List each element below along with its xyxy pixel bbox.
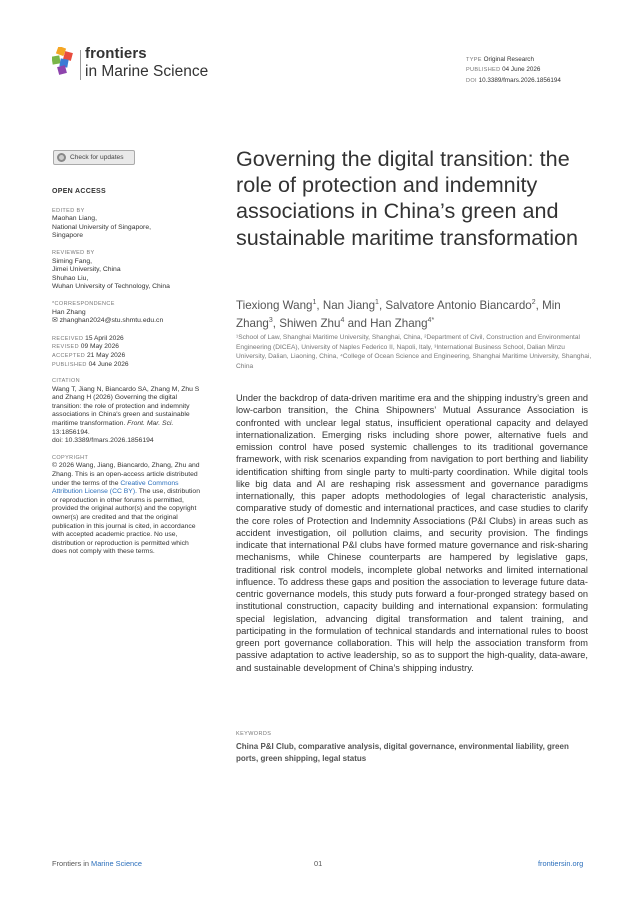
author[interactable] (385, 299, 535, 312)
correspondence-email[interactable]: zhanghan2024@stu.shmtu.edu.cn (59, 317, 164, 325)
copyright (52, 462, 202, 557)
date-label: RECEIVED (52, 335, 84, 342)
journal-brand[interactable] (85, 46, 208, 81)
footer-journal-prefix: Frontiers in (52, 859, 92, 868)
editor (52, 215, 202, 241)
brand-name: frontiers (85, 45, 147, 62)
correspondence-label: *CORRESPONDENCE (52, 300, 115, 307)
reviewer-line: Shuhao Liu, (52, 274, 89, 282)
author[interactable] (323, 299, 379, 312)
type-label: TYPE (466, 57, 482, 63)
envelope-icon: ✉ (52, 317, 58, 325)
author-sup: 1 (375, 299, 379, 306)
date-value: 09 May 2026 (80, 343, 119, 351)
logo-divider (80, 50, 81, 80)
page-number: 01 (314, 859, 323, 868)
doi-value[interactable]: 10.3389/fmars.2026.1856194 (478, 76, 561, 84)
dates-block (52, 335, 202, 369)
author-name: Tiexiong Wang (236, 298, 313, 312)
author-name: Nan Jiang (322, 298, 376, 312)
sidebar (52, 188, 202, 557)
edited-by-label: EDITED BY (52, 207, 85, 214)
footer-journal[interactable] (52, 859, 142, 868)
date-value: 21 May 2026 (87, 351, 126, 359)
keywords-label: KEYWORDS (236, 731, 272, 737)
affiliations: ¹School of Law, Shanghai Maritime University, Shanghai, China, ²Department of Civil, Construction and Environmental Engineering (DICEA), University of Naples Federico II, Napoli, Italy, ³International Business School, Dalian Minzu University, Dalian, Liaoning, China, ⁴College of Ocean Science and Engineering, Shanghai Maritime University, Shanghai, China (236, 334, 592, 370)
citation-text: Wang T, Jiang N, Biancardo SA, Zhang M, Zhu S and Zhang H (2026) Governing the digital transition: the role of protection and indemnity associations in China's green and sustainable maritime transformation. (52, 385, 200, 428)
keywords: China P&I Club, comparative analysis, digital governance, environmental liability, green ports, green shipping, legal status (236, 742, 569, 763)
citation (52, 386, 202, 446)
check-updates-label: Check for updates (70, 154, 124, 161)
date-label: PUBLISHED (52, 361, 87, 368)
author[interactable] (279, 317, 344, 330)
citation-journal: Front. Mar. Sci. (127, 420, 174, 428)
copyright-post: The use, distribution or reproduction in other forums is permitted, provided the original author(s) and the copyright owner(s) are credited and that the original publication in this journal is cited, in accordance with accepted academic practice. No use, distribution or reproduction is permitted which does not comply with these terms. (52, 488, 200, 556)
author-sup: 3 (268, 317, 273, 325)
type-value: Original Research (483, 56, 534, 63)
journal-name: in Marine Science (85, 63, 209, 80)
reviewer-line: Wuhan University of Technology, China (52, 283, 170, 291)
author-sup: 4 (340, 317, 345, 325)
author-sup: 2 (531, 299, 536, 306)
citation-label: CITATION (52, 378, 81, 385)
reviewers (52, 258, 202, 292)
citation-volume: 13:1856194. (52, 428, 90, 436)
author[interactable] (236, 299, 316, 312)
author-name: Shiwen Zhu (279, 317, 341, 331)
abstract: Under the backdrop of data-driven maritime era and the shipping industry’s green and low-carbon transition, the China Shipowners’ Mutual Assurance Association is confronted with unclear legal status, insufficient operational capacity and delayed internationalization. Emerging risks including shore power, alternative fuels and emission control have posed systemic challenges to its traditional governance framework, with risk scenarios expanding from navigation to port berthing and liability identification shifting from single party to multi-party coordination. While digital tools like big data and AI are reshaping risk assessment and governance paradigms internationally, this paper adopts methodologies of legal characteristic analysis, comparative study of domestic and international practices, and case studies to clarify the core roles of Protection and Indemnity Associations (P&I Clubs) in areas such as accident investigation, oil pollution claims, and security provision. The findings indicate that international P&I clubs have formed mature governance and risk-sharing mechanisms, while Chinese counterparts are hampered by legislative gaps, traditional risk control models, incomplete global networks and limited international influence. To address these gaps and position the association to leverage future data-centric governance models, this study puts forward a four-pronged strategy based on institutional construction, capacity building and international expansion: formulating special legislation, advancing digital transformation and talent training, and participating in the formulation of technical standards and international rules to boost green port governance collaboration. This will help the association transform from passive adaptation to active leadership, so as to support the high-quality, data-aware, and sustainable development of China’s shipping industry. (236, 393, 588, 673)
author-name: Han Zhang (370, 317, 428, 331)
author-list: Tiexiong Wang$^1$, Nan Jiang$^1$, Salvatore Antonio Biancardo$^2$, Min Zhang$^3$, Shiwen Zhu$^4$ and Han Zhang$^{4*}$ (236, 298, 561, 331)
published-label: PUBLISHED (466, 67, 501, 74)
editor-line: Singapore (52, 232, 83, 240)
author[interactable] (370, 317, 434, 330)
author-name: Min Zhang (236, 298, 561, 331)
date-label: ACCEPTED (52, 352, 86, 359)
reviewer-line: Siming Fang, (52, 257, 93, 265)
license-link[interactable]: Creative Commons Attribution License (CC BY). (52, 479, 179, 496)
open-access-label: OPEN ACCESS (52, 188, 106, 195)
footer-site-link[interactable]: frontiersin.org (538, 859, 584, 868)
date-value: 15 April 2026 (85, 334, 124, 342)
editor-line: National University of Singapore, (52, 223, 151, 231)
date-label: REVISED (52, 344, 79, 351)
author-sup: 1 (312, 299, 317, 306)
correspondence-name: Han Zhang (52, 308, 86, 316)
date-value: 04 June 2026 (88, 360, 129, 368)
author-name: Salvatore Antonio Biancardo (385, 298, 532, 312)
update-icon (57, 153, 66, 162)
check-for-updates-button[interactable] (53, 150, 135, 165)
frontiers-logo-icon[interactable] (52, 47, 76, 80)
reviewer-line: Jimei University, China (52, 266, 121, 274)
reviewed-by-label: REVIEWED BY (52, 249, 95, 256)
citation-doi[interactable]: doi: 10.3389/fmars.2026.1856194 (52, 437, 154, 445)
copyright-pre: © 2026 Wang, Jiang, Biancardo, Zhang, Zhu and Zhang. This is an open-access article distributed under the terms of the (52, 462, 200, 487)
article-title: Governing the digital transition: the role of protection and indemnity associations in China’s green and sustainable maritime transformation (236, 146, 579, 250)
editor-line: Maohan Liang, (52, 215, 97, 223)
article-meta (466, 55, 561, 86)
correspondence-email-row[interactable] (52, 317, 202, 326)
footer-journal-name: Marine Science (91, 859, 142, 868)
published-value: 04 June 2026 (502, 66, 541, 74)
author-sup: 4* (427, 317, 435, 325)
doi-label: DOI (466, 77, 477, 84)
copyright-label: COPYRIGHT (52, 454, 89, 461)
